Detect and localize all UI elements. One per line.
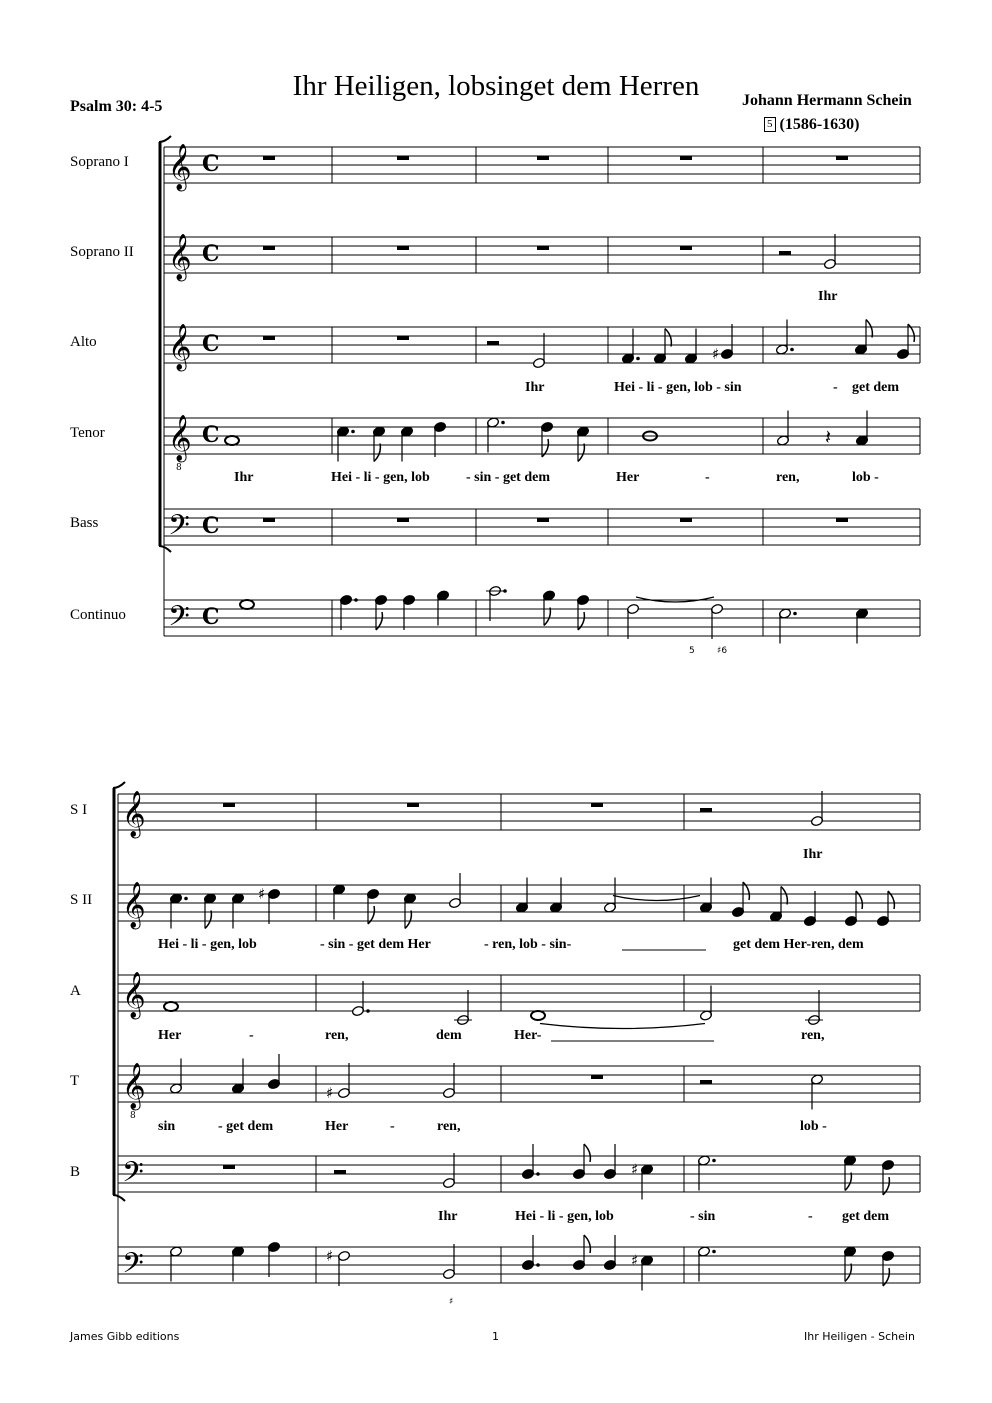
note-flag: [866, 320, 872, 338]
treble-clef: 𝄞: [122, 882, 146, 928]
whole-note: [164, 1002, 178, 1011]
lyric-alto-2: Hei - li - gen, lob - sin: [614, 380, 742, 395]
sharp-sign: ♯: [631, 1251, 639, 1270]
staff-lines: [113, 136, 920, 1283]
lyric-a-1: Her: [158, 1028, 182, 1043]
part-label-continuo: Continuo: [70, 607, 126, 623]
dot: [351, 430, 355, 434]
common-time: C: [202, 513, 220, 539]
lyric-tenor-3: - sin - get dem: [466, 470, 550, 485]
whole-rest: [537, 246, 549, 250]
piece-title: Ihr Heiligen, lobsinget dem Herren: [292, 70, 700, 102]
system1-figures: [689, 646, 727, 656]
sharp-sign: ♯: [326, 1084, 334, 1102]
lyric-alto-3: -: [833, 380, 838, 395]
part-label-soprano-2: Soprano II: [70, 244, 134, 260]
whole-rest: [397, 156, 409, 160]
lyric-s2-ihr: Ihr: [818, 289, 838, 304]
lyric-b-1: Ihr: [438, 1209, 458, 1224]
lyric-a-2: -: [249, 1028, 254, 1043]
lyric-t-4: -: [390, 1119, 395, 1134]
whole-rest: [680, 518, 692, 522]
whole-note: [225, 436, 239, 445]
treble-clef: 𝄞: [122, 972, 146, 1018]
footer-page-number: 1: [492, 1330, 499, 1343]
note-flag: [544, 608, 550, 626]
lyric-b-4: -: [808, 1209, 813, 1224]
whole-rest: [223, 803, 235, 807]
dot: [712, 1250, 716, 1254]
bass-clef: 𝄢: [122, 1156, 144, 1196]
note-flag: [205, 911, 211, 929]
half-rest: [334, 1170, 346, 1174]
octave-marker: 8: [176, 463, 182, 473]
lyric-tenor-1: Ihr: [234, 470, 254, 485]
lyric-t-2: - get dem: [218, 1119, 274, 1134]
common-time: C: [202, 331, 220, 357]
whole-rest: [263, 246, 275, 250]
footer-running-title: Ihr Heiligen - Schein: [804, 1330, 915, 1343]
part-label-a: A: [70, 983, 81, 999]
whole-rest: [407, 803, 419, 807]
note-flag: [845, 1173, 851, 1191]
lyric-b-5: get dem: [842, 1209, 890, 1224]
note-flag: [781, 887, 787, 905]
psalm-reference: Psalm 30: 4-5: [70, 98, 163, 115]
octave-marker: 8: [130, 1111, 136, 1121]
dot: [536, 1172, 540, 1176]
footer-publisher: James Gibb editions: [70, 1330, 180, 1343]
whole-rest: [397, 336, 409, 340]
lyric-s2-4: get dem Her-ren, dem: [733, 937, 864, 952]
lyric-tenor-7: lob -: [852, 470, 879, 485]
lyric-s2-1: Hei - li - gen, lob: [158, 937, 257, 952]
common-time: C: [202, 604, 220, 630]
tie: [540, 1024, 705, 1029]
lyric-tenor-5: -: [705, 470, 710, 485]
whole-rest: [397, 518, 409, 522]
dot: [501, 421, 505, 425]
part-label-soprano-1: Soprano I: [70, 154, 129, 170]
whole-rest: [680, 156, 692, 160]
whole-note: [531, 1011, 545, 1020]
figure-sharp6: ♯6: [717, 646, 728, 656]
dot: [366, 1009, 370, 1013]
whole-rest: [263, 336, 275, 340]
whole-rest: [591, 1075, 603, 1079]
system1-lyrics: [234, 289, 899, 485]
treble-clef: 𝄞: [168, 234, 192, 280]
whole-rest: [263, 518, 275, 522]
dot: [790, 348, 794, 352]
composer-name: Johann Hermann Schein: [742, 92, 912, 109]
whole-rest: [836, 156, 848, 160]
lyric-alto-4: get dem: [852, 380, 900, 395]
lyric-a-5: Her-: [514, 1028, 542, 1043]
treble-clef: 𝄞: [168, 324, 192, 370]
part-label-bass: Bass: [70, 515, 99, 531]
lyric-s2-2: - sin - get dem Her: [320, 937, 431, 952]
dot: [536, 1263, 540, 1267]
quarter-rest: 𝄽: [825, 425, 832, 449]
lyric-t-6: lob -: [800, 1119, 827, 1134]
common-time: C: [202, 241, 220, 267]
lyric-t-5: ren,: [437, 1119, 461, 1134]
whole-rest: [537, 518, 549, 522]
half-rest: [700, 808, 712, 812]
lyric-a-4: dem: [436, 1028, 462, 1043]
note-flag: [584, 1144, 590, 1162]
half-rest: [700, 1080, 712, 1084]
whole-rest: [223, 1165, 235, 1169]
sharp-sign: ♯: [326, 1247, 334, 1265]
whole-note: [240, 600, 254, 609]
part-label-s2: S II: [70, 892, 93, 908]
lyric-a-6: ren,: [801, 1028, 825, 1043]
lyric-t-3: Her: [325, 1119, 349, 1134]
bass-clef: 𝄢: [122, 1247, 144, 1287]
sharp-sign: ♯: [631, 1160, 639, 1179]
part-label-b: B: [70, 1164, 81, 1180]
bracket-hook: [113, 782, 125, 788]
whole-rest: [397, 246, 409, 250]
sharp-sign: ♯: [258, 885, 266, 903]
whole-rest: [836, 518, 848, 522]
lyric-s2-3: - ren, lob - sin-: [484, 937, 572, 952]
lyric-tenor-4: Her: [616, 470, 640, 485]
bass-clef: 𝄢: [168, 509, 190, 549]
dot: [712, 1159, 716, 1163]
dot: [636, 357, 640, 361]
dot: [184, 897, 188, 901]
lyric-b-2: Hei - li - gen, lob: [515, 1209, 614, 1224]
bass-clef: 𝄢: [168, 600, 190, 640]
dot: [793, 612, 797, 616]
dot: [354, 598, 358, 602]
lyric-s1-ihr: Ihr: [803, 847, 823, 862]
note-flag: [665, 329, 671, 347]
note-flag: [584, 1235, 590, 1253]
common-time: C: [202, 422, 220, 448]
treble-clef: 𝄞: [168, 144, 192, 190]
tie: [613, 896, 700, 901]
part-label-tenor: Tenor: [70, 425, 105, 441]
part-label-alto: Alto: [70, 334, 97, 350]
note-flag: [374, 444, 380, 462]
bracket-hook: [159, 136, 171, 142]
figure-5: 5: [689, 646, 695, 656]
dates-text: (1586-1630): [779, 116, 860, 133]
lyric-tenor-2: Hei - li - gen, lob: [331, 470, 430, 485]
part-label-t: T: [70, 1073, 80, 1089]
note-flag: [578, 444, 584, 462]
whole-rest: [680, 246, 692, 250]
note-flag: [845, 1264, 851, 1282]
treble-clef: 𝄞: [168, 415, 192, 461]
treble-clef: 𝄞: [122, 791, 146, 837]
half-rest: [779, 251, 791, 255]
rehearsal-mark: 5: [764, 117, 776, 132]
whole-rest: [591, 803, 603, 807]
whole-rest: [263, 156, 275, 160]
lyric-b-3: - sin: [690, 1209, 716, 1224]
common-time: C: [202, 151, 220, 177]
whole-rest: [537, 156, 549, 160]
system2-figures: [449, 1297, 453, 1307]
sharp-sign: ♯: [712, 345, 720, 363]
lyric-tenor-6: ren,: [776, 470, 800, 485]
treble-clef: 𝄞: [122, 1063, 146, 1109]
note-flag: [405, 911, 411, 929]
lyric-a-3: ren,: [325, 1028, 349, 1043]
figure-sharp: ♯: [449, 1297, 454, 1307]
lyric-alto-1: Ihr: [525, 380, 545, 395]
part-label-s1: S I: [70, 802, 88, 818]
half-rest: [487, 341, 499, 345]
lyric-t-1: sin: [158, 1119, 176, 1134]
